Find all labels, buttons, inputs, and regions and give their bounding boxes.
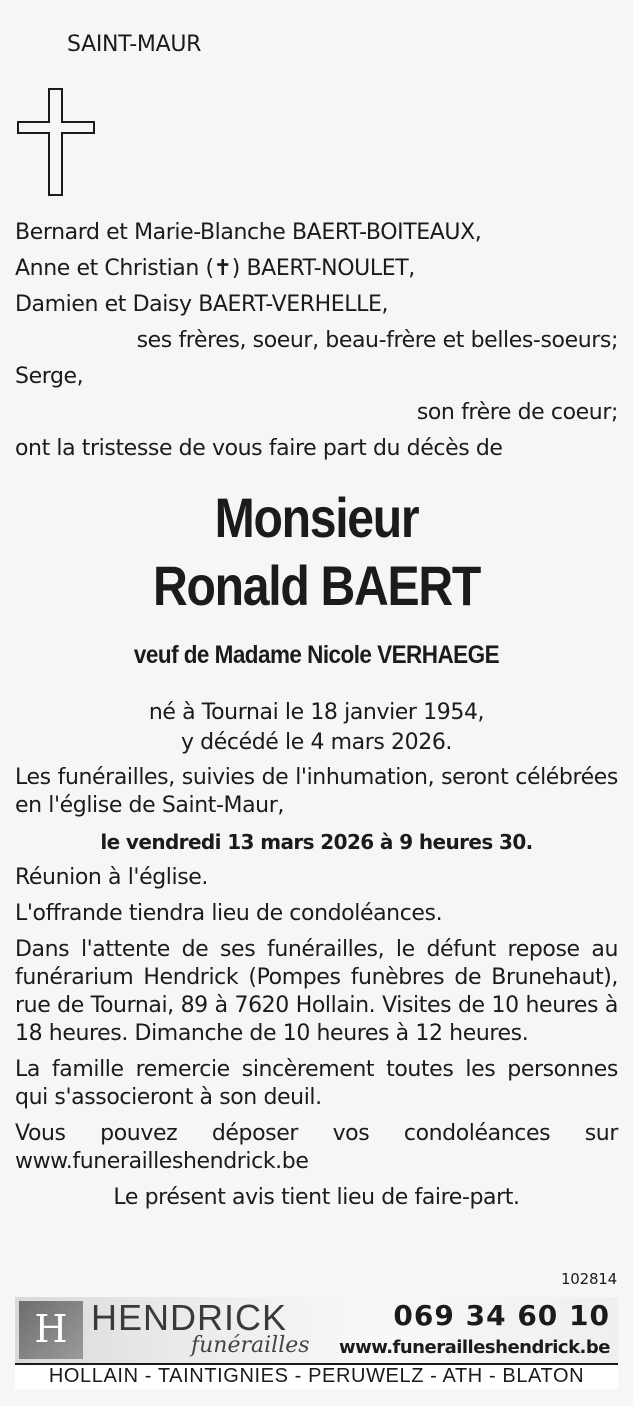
offering-paragraph: L'offrande tiendra lieu de condoléances.	[15, 901, 443, 926]
birth-death-info	[0, 698, 633, 758]
condolences-paragraph: Vous pouvez déposer vos condoléances sur www.funerailleshendrick.be	[15, 1121, 618, 1174]
meeting-paragraph: Réunion à l'église.	[15, 865, 208, 890]
notice-paragraph: Le présent avis tient lieu de faire-part.	[113, 1185, 520, 1210]
cross-icon	[17, 88, 95, 196]
brand-subtitle: funérailles	[191, 1333, 310, 1358]
family-relation: ses frères, soeur, beau-frère et belles-soeurs;	[136, 328, 618, 353]
deceased-name-block	[44, 484, 588, 620]
rest-paragraph: Dans l'attente de ses funérailles, le défunt repose au funérarium Hendrick (Pompes funèbres de Brunehaut), rue de Tournai, 89 à 7620 Hollain. Visites de 10 heures à 18 heures. Dimanche de 10 heures à 12 heures.	[15, 937, 618, 1046]
family-relation: son frère de coeur;	[416, 400, 618, 425]
deceased-title: Monsieur	[214, 486, 419, 549]
hendrick-logo	[19, 1301, 83, 1359]
thanks-paragraph: La famille remercie sincèrement toutes les personnes qui s'associeront à son deuil.	[15, 1057, 618, 1110]
family-line: Serge,	[15, 364, 84, 389]
birth-line: né à Tournai le 18 janvier 1954,	[148, 700, 485, 725]
family-announcement	[15, 215, 618, 467]
death-line: y décédé le 4 mars 2026.	[180, 730, 453, 755]
banner-top	[15, 1297, 618, 1363]
family-line: Anne et Christian (✝) BAERT-NOULET,	[15, 256, 415, 281]
funeral-details	[15, 764, 618, 1220]
website-link[interactable]: www.funerailleshendrick.be	[338, 1337, 610, 1358]
family-line: Bernard et Marie-Blanche BAERT-BOITEAUX,	[15, 220, 482, 245]
widow-line: veuf de Madame Nicole VERHAEGE	[133, 641, 500, 669]
locations-strip: HOLLAIN - TAINTIGNIES - PERUWELZ - ATH - BLATON	[15, 1363, 618, 1389]
funeral-home-banner	[15, 1297, 618, 1389]
funeral-date: le vendredi 13 mars 2026 à 9 heures 30.	[100, 830, 533, 854]
reference-number: 102814	[560, 1270, 617, 1288]
logo-letter: H	[34, 1307, 68, 1351]
family-line: Damien et Daisy BAERT-VERHELLE,	[15, 292, 389, 317]
phone-number: 069 34 60 10	[393, 1299, 610, 1332]
deceased-name: Ronald BAERT	[153, 554, 480, 617]
location-heading: SAINT-MAUR	[67, 32, 202, 57]
announcement-intro: ont la tristesse de vous faire part du décès de	[15, 436, 503, 461]
funeral-paragraph: Les funérailles, suivies de l'inhumation, seront célébrées en l'église de Saint-Maur,	[15, 765, 618, 818]
brand-name: HENDRICK	[91, 1297, 288, 1338]
